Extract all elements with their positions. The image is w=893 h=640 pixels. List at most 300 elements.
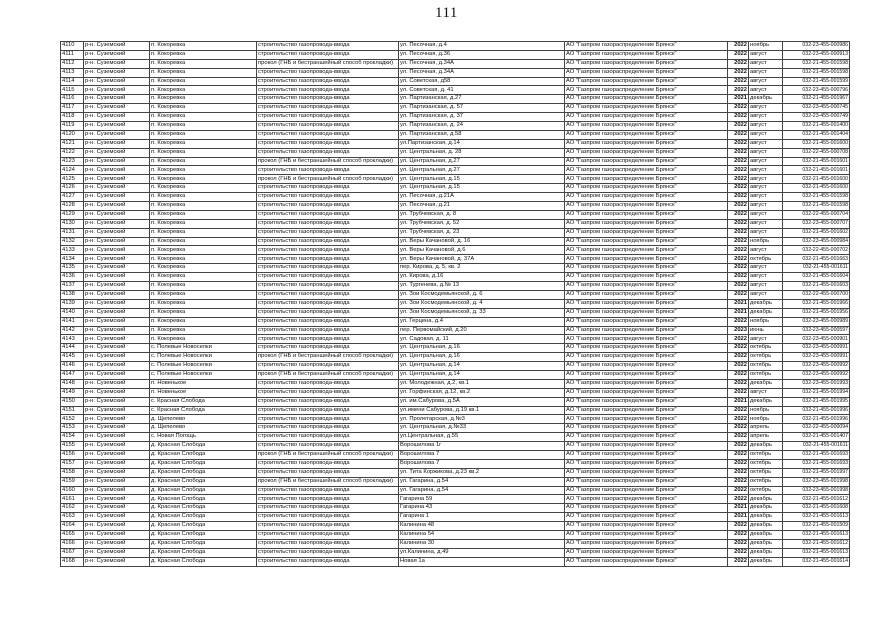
settlement-cell: с. Новая Погощь [150,433,257,442]
row-number: 4166 [61,539,84,548]
month-cell: декабрь [749,504,783,513]
code-cell: 032-21-455-001604 [783,273,850,282]
settlement-cell: д. Красная Слобода [150,450,257,459]
table-row [61,86,850,95]
address-cell: ул. Гагарина, д.54 [399,486,565,495]
settlement-cell: п. Кокоревка [150,42,257,51]
row-number: 4119 [61,122,84,131]
row-number: 4140 [61,308,84,317]
code-cell: 032-21-455-001611 [783,442,850,451]
row-number: 4137 [61,282,84,291]
district-cell: р-н. Суземский [84,237,150,246]
year-cell: 2022 [728,202,749,211]
work-type-cell: строительство газопровода-ввода [257,539,399,548]
organization-cell: АО "Газпром газораспределение Брянск" [565,113,728,122]
month-cell: август [749,273,783,282]
table-row [61,202,850,211]
address-cell: ул. Советская, д58 [399,77,565,86]
year-cell: 2022 [728,335,749,344]
settlement-cell: п. Кокоревка [150,299,257,308]
month-cell: декабрь [749,539,783,548]
district-cell: р-н. Суземский [84,264,150,273]
work-type-cell: строительство газопровода-ввода [257,433,399,442]
year-cell: 2022 [728,317,749,326]
code-cell: 032-23-455-000796 [783,86,850,95]
settlement-cell: п. Кокоревка [150,202,257,211]
settlement-cell: п. Кокоревка [150,273,257,282]
table-row [61,486,850,495]
year-cell: 2022 [728,353,749,362]
organization-cell: АО "Газпром газораспределение Брянск" [565,184,728,193]
organization-cell: АО "Газпром газораспределение Брянск" [565,513,728,522]
table-row [61,530,850,539]
year-cell: 2021 [728,95,749,104]
row-number: 4113 [61,68,84,77]
address-cell: ул.Центральная, д.55 [399,433,565,442]
settlement-cell: п. Кокоревка [150,59,257,68]
settlement-cell: п. Новенькое [150,379,257,388]
month-cell: август [749,157,783,166]
address-cell: пер. Первомайский, д.20 [399,326,565,335]
row-number: 4118 [61,113,84,122]
settlement-cell: д. Красная Слобода [150,486,257,495]
settlement-cell: д. Красная Слобода [150,513,257,522]
month-cell: декабрь [749,397,783,406]
district-cell: р-н. Суземский [84,557,150,566]
code-cell: 032-21-455-001997 [783,468,850,477]
month-cell: октябрь [749,362,783,371]
work-type-cell: строительство газопровода-ввода [257,290,399,299]
work-type-cell: строительство газопровода-ввода [257,513,399,522]
work-type-cell: строительство газопровода-ввода [257,122,399,131]
table-row [61,299,850,308]
month-cell: август [749,202,783,211]
year-cell: 2022 [728,486,749,495]
year-cell: 2022 [728,184,749,193]
code-cell: 032-21-455-001613 [783,548,850,557]
work-type-cell: строительство газопровода-ввода [257,148,399,157]
address-cell: ул. Советская, д. 41 [399,86,565,95]
organization-cell: АО "Газпром газораспределение Брянск" [565,139,728,148]
month-cell: ноябрь [749,415,783,424]
month-cell: апрель [749,424,783,433]
work-type-cell: строительство газопровода-ввода [257,255,399,264]
work-type-cell: строительство газопровода-ввода [257,335,399,344]
table-row [61,210,850,219]
year-cell: 2021 [728,513,749,522]
settlement-cell: д. Красная Слобода [150,522,257,531]
table-row [61,264,850,273]
district-cell: р-н. Суземский [84,548,150,557]
table-row [61,193,850,202]
row-number: 4124 [61,166,84,175]
row-number: 4132 [61,237,84,246]
work-type-cell: строительство газопровода-ввода [257,317,399,326]
settlement-cell: п. Кокоревка [150,86,257,95]
year-cell: 2022 [728,495,749,504]
code-cell: 032-21-455-001602 [783,228,850,237]
table-row [61,166,850,175]
district-cell: р-н. Суземский [84,513,150,522]
work-type-cell: строительство газопровода-ввода [257,344,399,353]
work-type-cell: строительство газопровода-ввода [257,442,399,451]
address-cell: Гагарина 1 [399,513,565,522]
code-cell: 032-23-455-000984 [783,237,850,246]
table-row [61,308,850,317]
organization-cell: АО "Газпром газораспределение Брянск" [565,477,728,486]
district-cell: р-н. Суземский [84,290,150,299]
month-cell: октябрь [749,255,783,264]
organization-cell: АО "Газпром газораспределение Брянск" [565,335,728,344]
settlement-cell: п. Кокоревка [150,282,257,291]
year-cell: 2022 [728,477,749,486]
row-number: 4150 [61,397,84,406]
table-row [61,68,850,77]
district-cell: р-н. Суземский [84,219,150,228]
work-type-cell: прокол (ГНБ и бестраншейный способ прокладки) [257,370,399,379]
work-type-cell: прокол (ГНБ и бестраншейный способ прокладки) [257,450,399,459]
year-cell: 2022 [728,42,749,51]
address-cell: ул. Молодежная, д.2, кв.1 [399,379,565,388]
organization-cell: АО "Газпром газораспределение Брянск" [565,104,728,113]
address-cell: Калинина 48 [399,522,565,531]
code-cell: 032-21-455-001613 [783,513,850,522]
settlement-cell: д. Щепелево [150,424,257,433]
year-cell: 2021 [728,504,749,513]
table-row [61,95,850,104]
year-cell: 2022 [728,282,749,291]
work-type-cell: строительство газопровода-ввода [257,219,399,228]
organization-cell: АО "Газпром газораспределение Брянск" [565,157,728,166]
year-cell: 2022 [728,344,749,353]
organization-cell: АО "Газпром газораспределение Брянск" [565,308,728,317]
code-cell: 032-23-455-000913 [783,50,850,59]
work-type-cell: строительство газопровода-ввода [257,42,399,51]
row-number: 4138 [61,290,84,299]
organization-cell: АО "Газпром газораспределение Брянск" [565,193,728,202]
settlement-cell: п. Кокоревка [150,175,257,184]
month-cell: декабрь [749,442,783,451]
row-number: 4157 [61,459,84,468]
settlement-cell: с. Полевые Новоселки [150,362,257,371]
code-cell: 032-23-455-000992 [783,362,850,371]
table-row [61,139,850,148]
settlement-cell: с. Полевые Новоселки [150,344,257,353]
work-type-cell: прокол (ГНБ и бестраншейный способ прокладки) [257,353,399,362]
settlement-cell: д. Красная Слобода [150,468,257,477]
code-cell: 032-21-455-001599 [783,77,850,86]
code-cell: 032-21-455-001956 [783,308,850,317]
row-number: 4163 [61,513,84,522]
year-cell: 2022 [728,548,749,557]
address-cell: ул. Песочная, д.34А [399,59,565,68]
register-table [60,41,850,567]
settlement-cell: п. Новенькое [150,388,257,397]
code-cell: 032-21-455-001966 [783,299,850,308]
district-cell: р-н. Суземский [84,273,150,282]
code-cell: 032-23-455-000749 [783,113,850,122]
settlement-cell: п. Кокоревка [150,157,257,166]
row-number: 4168 [61,557,84,566]
work-type-cell: строительство газопровода-ввода [257,50,399,59]
settlement-cell: п. Кокоревка [150,113,257,122]
year-cell: 2022 [728,50,749,59]
organization-cell: АО "Газпром газораспределение Брянск" [565,557,728,566]
year-cell: 2022 [728,433,749,442]
address-cell: ул. Партизанская, д. 24 [399,122,565,131]
code-cell: 032-21-455-001407 [783,433,850,442]
organization-cell: АО "Газпром газораспределение Брянск" [565,459,728,468]
code-cell: 032-21-455-001994 [783,388,850,397]
code-cell: 032-23-455-000991 [783,353,850,362]
year-cell: 2022 [728,193,749,202]
district-cell: р-н. Суземский [84,335,150,344]
table-row [61,59,850,68]
address-cell: ул. Центральная, д.14 [399,370,565,379]
settlement-cell: д. Красная Слобода [150,459,257,468]
row-number: 4144 [61,344,84,353]
organization-cell: АО "Газпром газораспределение Брянск" [565,353,728,362]
code-cell: 032-23-455-000597 [783,326,850,335]
month-cell: июнь [749,326,783,335]
page-number: 111 [435,5,458,21]
row-number: 4127 [61,193,84,202]
month-cell: ноябрь [749,237,783,246]
work-type-cell: строительство газопровода-ввода [257,113,399,122]
settlement-cell: п. Кокоревка [150,308,257,317]
district-cell: р-н. Суземский [84,299,150,308]
organization-cell: АО "Газпром газораспределение Брянск" [565,59,728,68]
settlement-cell: д. Красная Слобода [150,504,257,513]
year-cell: 2022 [728,522,749,531]
work-type-cell: строительство газопровода-ввода [257,77,399,86]
district-cell: р-н. Суземский [84,202,150,211]
table-row [61,130,850,139]
organization-cell: АО "Газпром газораспределение Брянск" [565,210,728,219]
table-row [61,504,850,513]
row-number: 4121 [61,139,84,148]
work-type-cell: строительство газопровода-ввода [257,504,399,513]
table-row [61,122,850,131]
table-row [61,442,850,451]
organization-cell: АО "Газпром газораспределение Брянск" [565,175,728,184]
settlement-cell: п. Кокоревка [150,148,257,157]
row-number: 4149 [61,388,84,397]
table-row [61,557,850,566]
year-cell: 2022 [728,122,749,131]
settlement-cell: п. Кокоревка [150,166,257,175]
year-cell: 2022 [728,264,749,273]
year-cell: 2022 [728,273,749,282]
organization-cell: АО "Газпром газораспределение Брянск" [565,95,728,104]
table-row [61,344,850,353]
district-cell: р-н. Суземский [84,157,150,166]
work-type-cell: строительство газопровода-ввода [257,424,399,433]
year-cell: 2022 [728,406,749,415]
table-row [61,290,850,299]
address-cell: Новая 1а [399,557,565,566]
code-cell: 032-21-455-001612 [783,495,850,504]
address-cell: ул. Герцена, д.4 [399,317,565,326]
row-number: 4128 [61,202,84,211]
code-cell: 032-22-455-000704 [783,210,850,219]
month-cell: август [749,68,783,77]
work-type-cell: строительство газопровода-ввода [257,68,399,77]
work-type-cell: строительство газопровода-ввода [257,388,399,397]
district-cell: р-н. Суземский [84,246,150,255]
organization-cell: АО "Газпром газораспределение Брянск" [565,406,728,415]
settlement-cell: п. Кокоревка [150,50,257,59]
year-cell: 2022 [728,157,749,166]
year-cell: 2022 [728,379,749,388]
district-cell: р-н. Суземский [84,308,150,317]
district-cell: р-н. Суземский [84,362,150,371]
organization-cell: АО "Газпром газораспределение Брянск" [565,130,728,139]
month-cell: октябрь [749,477,783,486]
settlement-cell: д. Красная Слобода [150,548,257,557]
code-cell: 032-21-455-001996 [783,406,850,415]
address-cell: ул. Горфинская, д.12, кв.2 [399,388,565,397]
table-row [61,424,850,433]
address-cell: ул. Центральная, д. 28 [399,148,565,157]
address-cell: ул. Тита Коржикова, д.23 кв.2 [399,468,565,477]
district-cell: р-н. Суземский [84,86,150,95]
table-row [61,379,850,388]
address-cell: ул. Пролетарская, д.№3 [399,415,565,424]
address-cell: ул. Кирова, д.16 [399,273,565,282]
code-cell: 032-22-455-000708 [783,148,850,157]
code-cell: 032-21-455-001600 [783,184,850,193]
address-cell: ул. Садовая, д. 11 [399,335,565,344]
work-type-cell: строительство газопровода-ввода [257,326,399,335]
work-type-cell: строительство газопровода-ввода [257,459,399,468]
row-number: 4154 [61,433,84,442]
work-type-cell: строительство газопровода-ввода [257,237,399,246]
organization-cell: АО "Газпром газораспределение Брянск" [565,237,728,246]
table-row [61,450,850,459]
organization-cell: АО "Газпром газораспределение Брянск" [565,264,728,273]
month-cell: август [749,282,783,291]
month-cell: ноябрь [749,406,783,415]
code-cell: 032-22-455-000702 [783,246,850,255]
year-cell: 2022 [728,530,749,539]
table-row [61,326,850,335]
month-cell: август [749,264,783,273]
month-cell: декабрь [749,95,783,104]
code-cell: 032-23-455-000989 [783,317,850,326]
settlement-cell: п. Кокоревка [150,68,257,77]
table-row [61,50,850,59]
address-cell: ул.Партизанская, д.14 [399,139,565,148]
row-number: 4153 [61,424,84,433]
address-cell: ул. Центральная, д.27 [399,166,565,175]
organization-cell: АО "Газпром газораспределение Брянск" [565,442,728,451]
table-row [61,104,850,113]
year-cell: 2022 [728,255,749,264]
address-cell: ул. Трубчевская, д. 23 [399,228,565,237]
row-number: 4115 [61,86,84,95]
month-cell: декабрь [749,548,783,557]
district-cell: р-н. Суземский [84,95,150,104]
district-cell: р-н. Суземский [84,184,150,193]
year-cell: 2022 [728,450,749,459]
settlement-cell: д. Щепелево [150,415,257,424]
settlement-cell: п. Кокоревка [150,95,257,104]
row-number: 4117 [61,104,84,113]
code-cell: 032-21-455-001613 [783,530,850,539]
organization-cell: АО "Газпром газораспределение Брянск" [565,148,728,157]
address-cell: Калинина 30 [399,539,565,548]
district-cell: р-н. Суземский [84,486,150,495]
district-cell: р-н. Суземский [84,193,150,202]
month-cell: август [749,193,783,202]
code-cell: 032-23-455-001993 [783,379,850,388]
code-cell: 032-21-455-001600 [783,175,850,184]
district-cell: р-н. Суземский [84,175,150,184]
district-cell: р-н. Суземский [84,397,150,406]
code-cell: 032-21-455-001598 [783,68,850,77]
organization-cell: АО "Газпром газораспределение Брянск" [565,424,728,433]
table-row [61,388,850,397]
table-row [61,282,850,291]
year-cell: 2023 [728,326,749,335]
address-cell: ул. Веры Качановой, д. 37А [399,255,565,264]
work-type-cell: строительство газопровода-ввода [257,486,399,495]
address-cell: ул. Центральная, д.№33 [399,424,565,433]
table-row [61,370,850,379]
year-cell: 2022 [728,442,749,451]
code-cell: 032-23-455-001998 [783,486,850,495]
code-cell: 032-21-455-001996 [783,415,850,424]
code-cell: 032-21-455-001603 [783,282,850,291]
code-cell: 032-23-455-000986 [783,42,850,51]
row-number: 4130 [61,219,84,228]
organization-cell: АО "Газпром газораспределение Брянск" [565,202,728,211]
table-row [61,148,850,157]
settlement-cell: п. Кокоревка [150,193,257,202]
code-cell: 032-21-455-001693 [783,450,850,459]
table-row [61,468,850,477]
month-cell: август [749,290,783,299]
year-cell: 2022 [728,370,749,379]
year-cell: 2022 [728,459,749,468]
organization-cell: АО "Газпром газораспределение Брянск" [565,362,728,371]
district-cell: р-н. Суземский [84,495,150,504]
settlement-cell: д. Красная Слобода [150,495,257,504]
organization-cell: АО "Газпром газораспределение Брянск" [565,522,728,531]
row-number: 4156 [61,450,84,459]
table-row [61,415,850,424]
address-cell: ул. Трубчевская, д. 52 [399,219,565,228]
district-cell: р-н. Суземский [84,166,150,175]
table-row [61,317,850,326]
row-number: 4112 [61,59,84,68]
address-cell: ул. Веры Качановой, д.6 [399,246,565,255]
address-cell: ул. Партизанская, д. 57 [399,104,565,113]
organization-cell: АО "Газпром газораспределение Брянск" [565,504,728,513]
district-cell: р-н. Суземский [84,255,150,264]
year-cell: 2022 [728,113,749,122]
work-type-cell: строительство газопровода-ввода [257,468,399,477]
code-cell: 032-21-455-001608 [783,504,850,513]
code-cell: 032-21-455-001612 [783,539,850,548]
month-cell: ноябрь [749,42,783,51]
organization-cell: АО "Газпром газораспределение Брянск" [565,77,728,86]
address-cell: ул. Зои Космодемьянской, д. 6 [399,290,565,299]
year-cell: 2022 [728,86,749,95]
year-cell: 2022 [728,415,749,424]
row-number: 4111 [61,50,84,59]
